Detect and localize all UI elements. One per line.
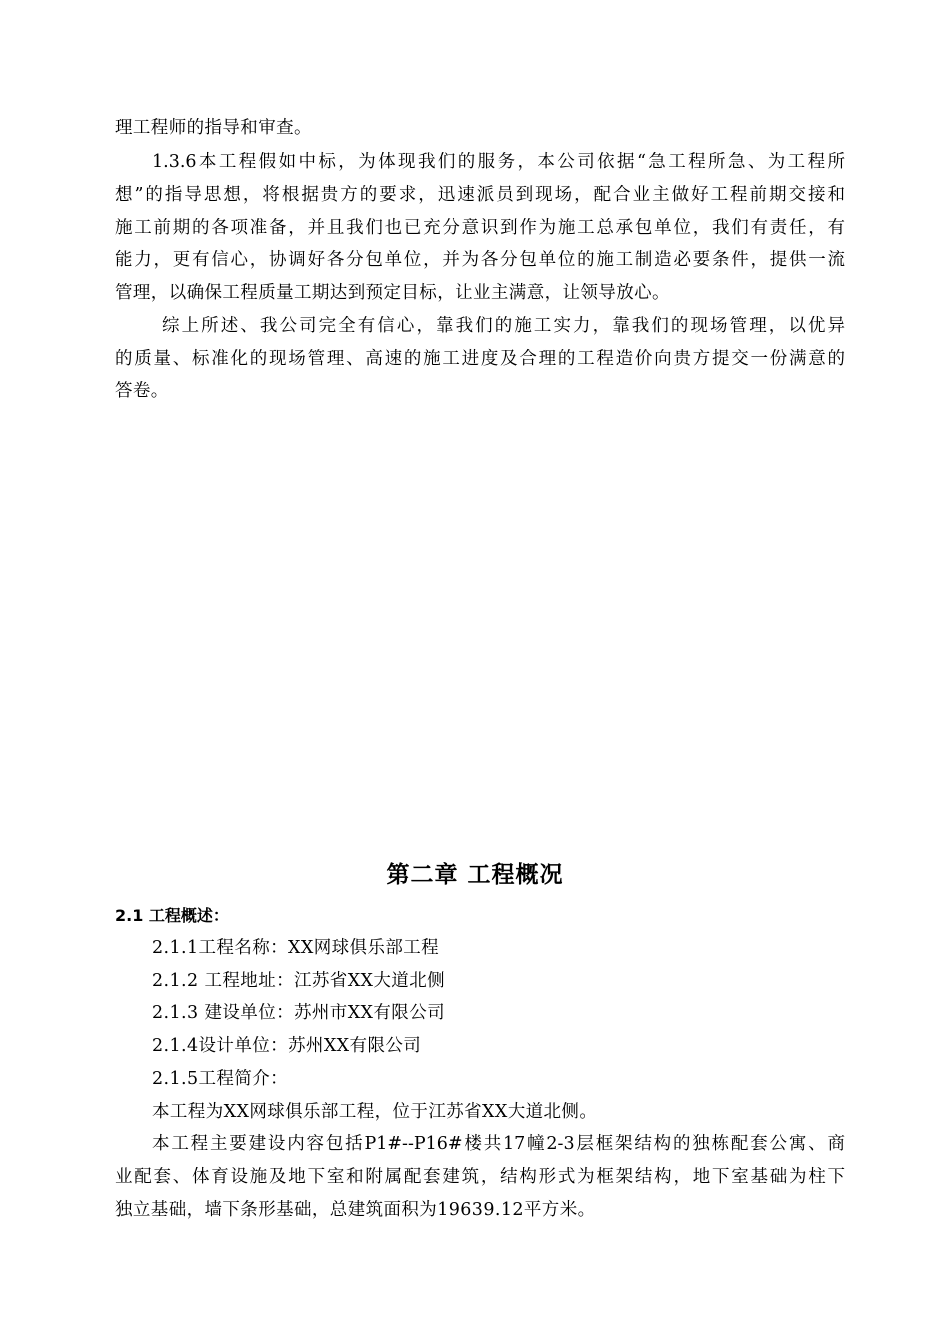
list-item: 2.1.5工程简介： [152, 1069, 289, 1089]
paragraph-line: 本工程为XX网球俱乐部工程，位于江苏省XX大道北侧。 [152, 1102, 598, 1122]
chapter-title: 第二章 工程概况 [386, 862, 564, 888]
paragraph-line: 想”的指导思想，将根据贵方的要求，迅速派员到现场，配合业主做好工程前期交接和 [115, 185, 845, 205]
list-item: 2.1.4设计单位：苏州XX有限公司 [152, 1036, 422, 1056]
paragraph-line: 的质量、标准化的现场管理、高速的施工进度及合理的工程造价向贵方提交一份满意的 [115, 349, 845, 369]
paragraph-line: 答卷。 [115, 381, 169, 401]
paragraph-line: 综上所述、我公司完全有信心，靠我们的施工实力，靠我们的现场管理，以优异 [162, 316, 845, 336]
paragraph-line: 施工前期的各项准备，并且我们也已充分意识到作为施工总承包单位，我们有责任，有 [115, 218, 845, 238]
paragraph-line: 理工程师的指导和审查。 [115, 118, 312, 138]
list-item: 2.1.1工程名称：XX网球俱乐部工程 [152, 938, 440, 958]
paragraph-line: 独立基础，墙下条形基础，总建筑面积为19639.12平方米。 [115, 1200, 596, 1220]
section-heading: 2.1 工程概述： [115, 906, 229, 925]
paragraph-line: 业配套、体育设施及地下室和附属配套建筑，结构形式为框架结构，地下室基础为柱下 [115, 1167, 845, 1187]
paragraph-line: 管理，以确保工程质量工期达到预定目标，让业主满意，让领导放心。 [115, 283, 670, 303]
list-item: 2.1.3 建设单位：苏州市XX有限公司 [152, 1003, 446, 1023]
paragraph-line: 本工程主要建设内容包括P1#--P16#楼共17幢2-3层框架结构的独栋配套公寓、商 [152, 1134, 845, 1154]
paragraph-line: 1.3.6本工程假如中标，为体现我们的服务，本公司依据“急工程所急、为工程所 [152, 152, 845, 172]
paragraph-line: 能力，更有信心，协调好各分包单位，并为各分包单位的施工制造必要条件，提供一流 [115, 250, 845, 270]
list-item: 2.1.2 工程地址：江苏省XX大道北侧 [152, 971, 446, 991]
